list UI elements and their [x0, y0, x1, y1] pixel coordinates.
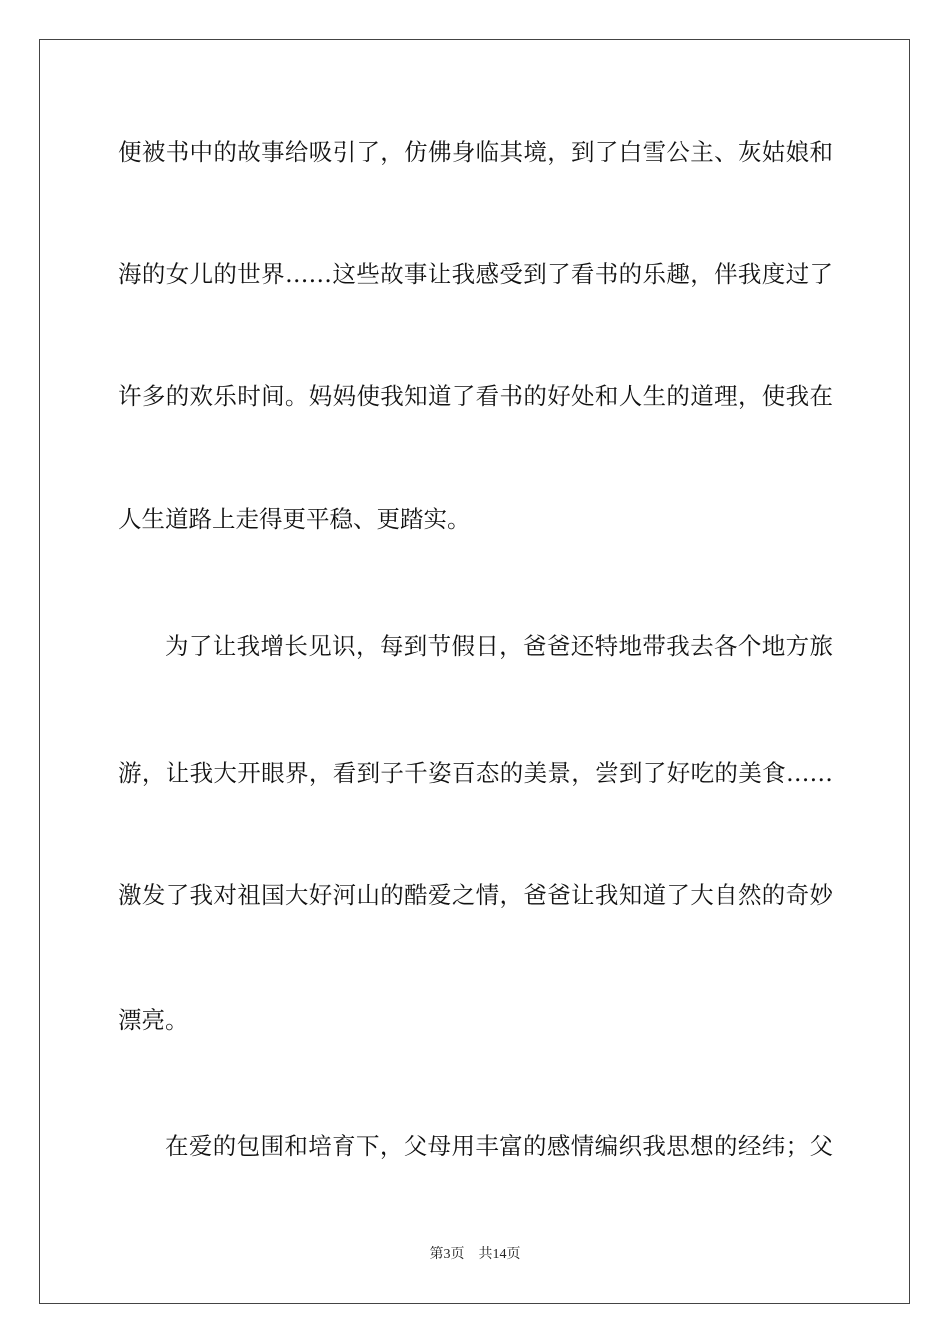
page-footer: [0, 1246, 950, 1264]
body-text-line: 人生道路上走得更平稳、更踏实。: [118, 505, 471, 533]
page-frame: [39, 39, 910, 1304]
page-total: 共14页: [478, 1247, 521, 1262]
body-text-line: 许多的欢乐时间。妈妈使我知道了看书的好处和人生的道理，使我在: [118, 382, 833, 410]
body-text-line: 游，让我大开眼界，看到子千姿百态的美景，尝到了好吃的美食……: [118, 759, 833, 787]
body-text-line: 漂亮。: [118, 1006, 189, 1034]
page-number: 第3页: [429, 1247, 465, 1262]
body-text-line: 激发了我对祖国大好河山的酷爱之情，爸爸让我知道了大自然的奇妙: [118, 881, 833, 909]
body-text-line: 便被书中的故事给吸引了，仿佛身临其境，到了白雪公主、灰姑娘和: [118, 138, 833, 166]
paragraph-first-line: 为了让我增长见识，每到节假日，爸爸还特地带我去各个地方旅: [165, 632, 833, 660]
paragraph-first-line: 在爱的包围和培育下，父母用丰富的感情编织我思想的经纬；父: [165, 1132, 833, 1160]
body-text-line: 海的女儿的世界……这些故事让我感受到了看书的乐趣，伴我度过了: [118, 260, 833, 288]
